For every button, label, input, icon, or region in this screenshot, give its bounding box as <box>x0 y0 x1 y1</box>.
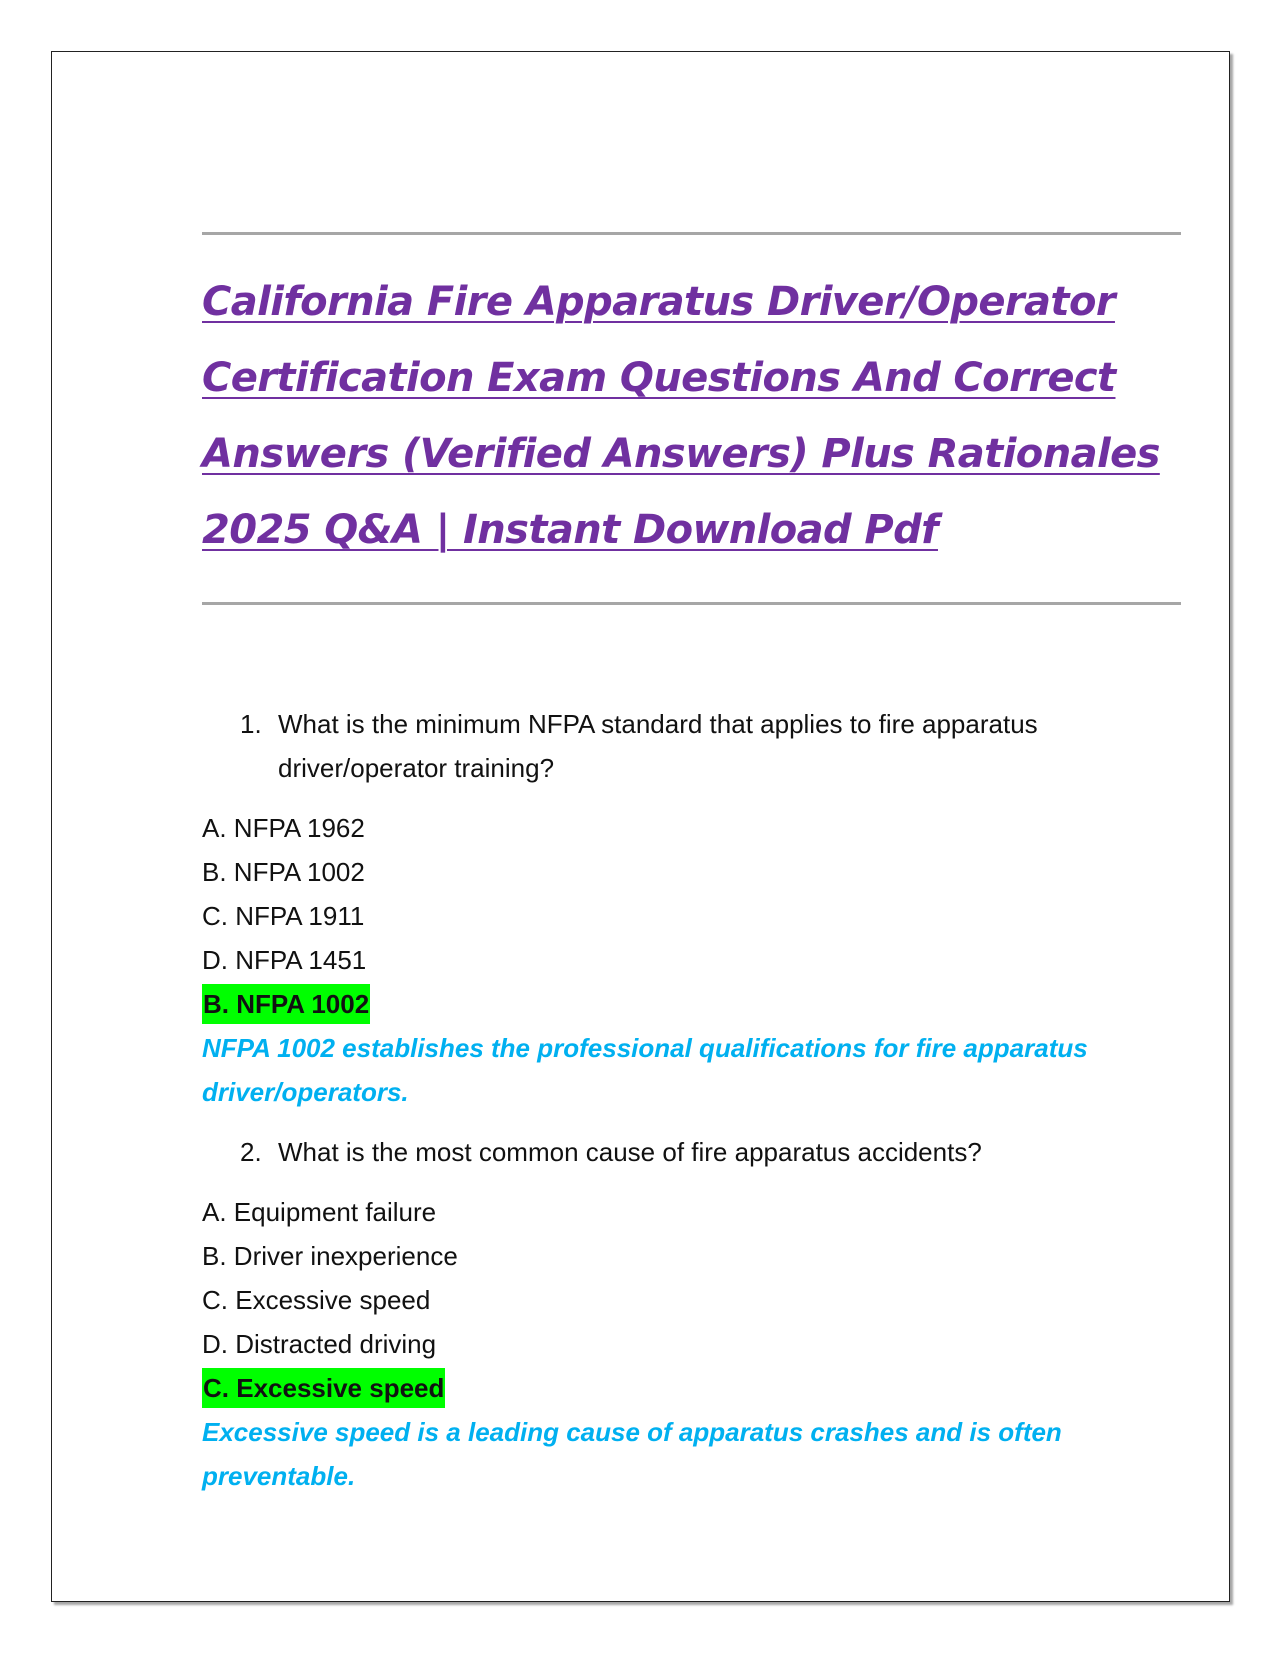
correct-answer: C. Excessive speed <box>202 1368 445 1408</box>
question-number: 2. <box>240 1137 262 1167</box>
option-c: C. Excessive speed <box>202 1285 431 1315</box>
question-number: 1. <box>240 709 262 739</box>
question-text: What is the most common cause of fire apparatus accidents? <box>278 1137 982 1167</box>
question-block-1 <box>202 702 1182 1114</box>
option-a: A. Equipment failure <box>202 1197 437 1227</box>
question-text: What is the minimum NFPA standard that applies to fire apparatus driver/operator training? <box>278 709 1038 783</box>
option-a: A. NFPA 1962 <box>202 813 365 843</box>
document-title: California Fire Apparatus Driver/Operator Certification Exam Questions And Correct Answers (Verified Answers) Plus Rationales 2025 Q&A | Instant Download Pdf <box>202 279 1160 553</box>
bottom-divider <box>202 602 1181 605</box>
question-2 <box>240 1130 1182 1174</box>
option-c: C. NFPA 1911 <box>202 901 365 931</box>
option-b: B. NFPA 1002 <box>202 857 365 887</box>
page <box>51 51 1230 1602</box>
option-d: D. Distracted driving <box>202 1329 437 1359</box>
question-list <box>202 702 1182 1514</box>
rationale: NFPA 1002 establishes the professional qualifications for fire apparatus driver/operators. <box>202 1033 1088 1107</box>
rationale: Excessive speed is a leading cause of apparatus crashes and is often preventable. <box>202 1417 1062 1491</box>
question-1 <box>240 702 1182 790</box>
option-b: B. Driver inexperience <box>202 1241 458 1271</box>
correct-answer: B. NFPA 1002 <box>202 984 370 1024</box>
top-divider <box>202 232 1181 235</box>
option-d: D. NFPA 1451 <box>202 945 367 975</box>
question-block-2 <box>202 1130 1182 1498</box>
